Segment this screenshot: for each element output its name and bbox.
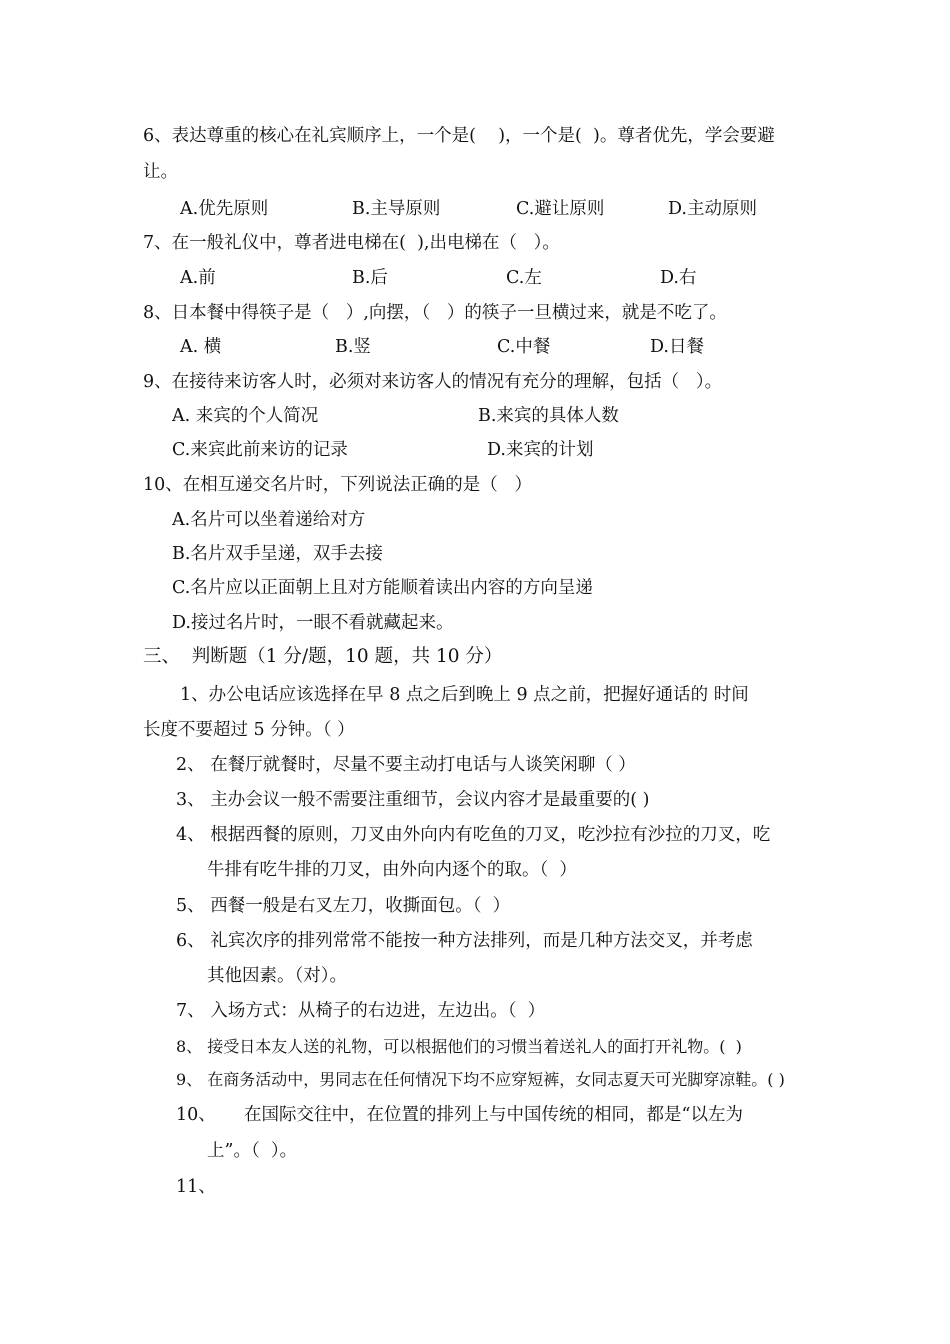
q10-option-c: C.名片应以正面朝上且对方能顺着读出内容的方向呈递 <box>172 578 593 598</box>
tf-q11-number: 11、 <box>176 1177 216 1197</box>
q10-option-d: D.接过名片时，一眼不看就藏起来。 <box>172 613 454 633</box>
q7-option-d: D.右 <box>660 268 697 288</box>
q6-text-line2: 让。 <box>143 162 178 182</box>
section-heading-true-false: 三、 判断题（1 分/题，10 题，共 10 分） <box>143 646 503 667</box>
tf-q10-line2: 上”。（ ）。 <box>207 1141 298 1161</box>
q10-option-a: A.名片可以坐着递给对方 <box>172 510 366 530</box>
q10-option-b: B.名片双手呈递，双手去接 <box>172 544 383 564</box>
tf-q7: 7、 入场方式：从椅子的右边进，左边出。（ ） <box>176 1001 546 1021</box>
q9-option-c: C.来宾此前来访的记录 <box>172 440 348 460</box>
tf-q10-line1: 在国际交往中，在位置的排列上与中国传统的相同，都是“以左为 <box>244 1105 743 1125</box>
q6-option-c: C.避让原则 <box>516 199 605 219</box>
q8-option-a: A. 横 <box>180 337 222 357</box>
tf-q8: 8、 接受日本友人送的礼物，可以根据他们的习惯当着送礼人的面打开礼物。( ) <box>176 1037 742 1056</box>
tf-q3: 3、 主办会议一般不需要注重细节，会议内容才是最重要的( ) <box>176 790 650 810</box>
tf-q6-line2: 其他因素。（对）。 <box>207 966 347 986</box>
q7-option-a: A.前 <box>180 268 216 288</box>
q7-option-b: B.后 <box>352 268 388 288</box>
q6-option-d: D.主动原则 <box>668 199 757 219</box>
q6-option-b: B.主导原则 <box>352 199 441 219</box>
tf-q6-line1: 6、 礼宾次序的排列常常不能按一种方法排列，而是几种方法交叉，并考虑 <box>176 931 753 951</box>
q8-option-c: C.中餐 <box>497 337 551 357</box>
tf-q4-line1: 4、 根据西餐的原则，刀叉由外向内有吃鱼的刀叉，吃沙拉有沙拉的刀叉，吃 <box>176 825 771 845</box>
tf-q1-line2: 长度不要超过 5 分钟。（ ） <box>143 720 355 740</box>
tf-q9: 9、 在商务活动中，男同志在任何情况下均不应穿短裤，女同志夏天可光脚穿凉鞋。( ) <box>176 1070 785 1089</box>
q9-option-d: D.来宾的计划 <box>487 440 594 460</box>
q9-text: 9、在接待来访客人时，必须对来访客人的情况有充分的理解，包括（ ）。 <box>143 372 723 392</box>
q7-option-c: C.左 <box>506 268 542 288</box>
tf-q10-number: 10、 <box>176 1105 216 1125</box>
q8-text: 8、日本餐中得筷子是（ ）,向摆，（ ）的筷子一旦横过来，就是不吃了。 <box>143 303 727 323</box>
q9-option-a: A. 来宾的个人简况 <box>172 406 319 426</box>
tf-q2: 2、 在餐厅就餐时，尽量不要主动打电话与人谈笑闲聊（ ） <box>176 755 636 775</box>
tf-q1-line1: 1、办公电话应该选择在早 8 点之后到晚上 9 点之前，把握好通话的 时间 <box>180 685 749 705</box>
tf-q4-line2: 牛排有吃牛排的刀叉，由外向内逐个的取。（ ） <box>207 860 577 880</box>
q6-option-a: A.优先原则 <box>180 199 269 219</box>
q7-text: 7、在一般礼仪中，尊者进电梯在( ),出电梯在（ ）。 <box>143 233 560 253</box>
tf-q5: 5、 西餐一般是右叉左刀，收撕面包。（ ） <box>176 896 511 916</box>
q8-option-d: D.日餐 <box>650 337 704 357</box>
q10-text: 10、在相互递交名片时，下列说法正确的是（ ） <box>143 475 532 495</box>
q9-option-b: B.来宾的具体人数 <box>478 406 619 426</box>
q6-text-line1: 6、表达尊重的核心在礼宾顺序上，一个是( )，一个是( )。尊者优先，学会要避 <box>143 126 775 146</box>
q8-option-b: B.竖 <box>335 337 371 357</box>
